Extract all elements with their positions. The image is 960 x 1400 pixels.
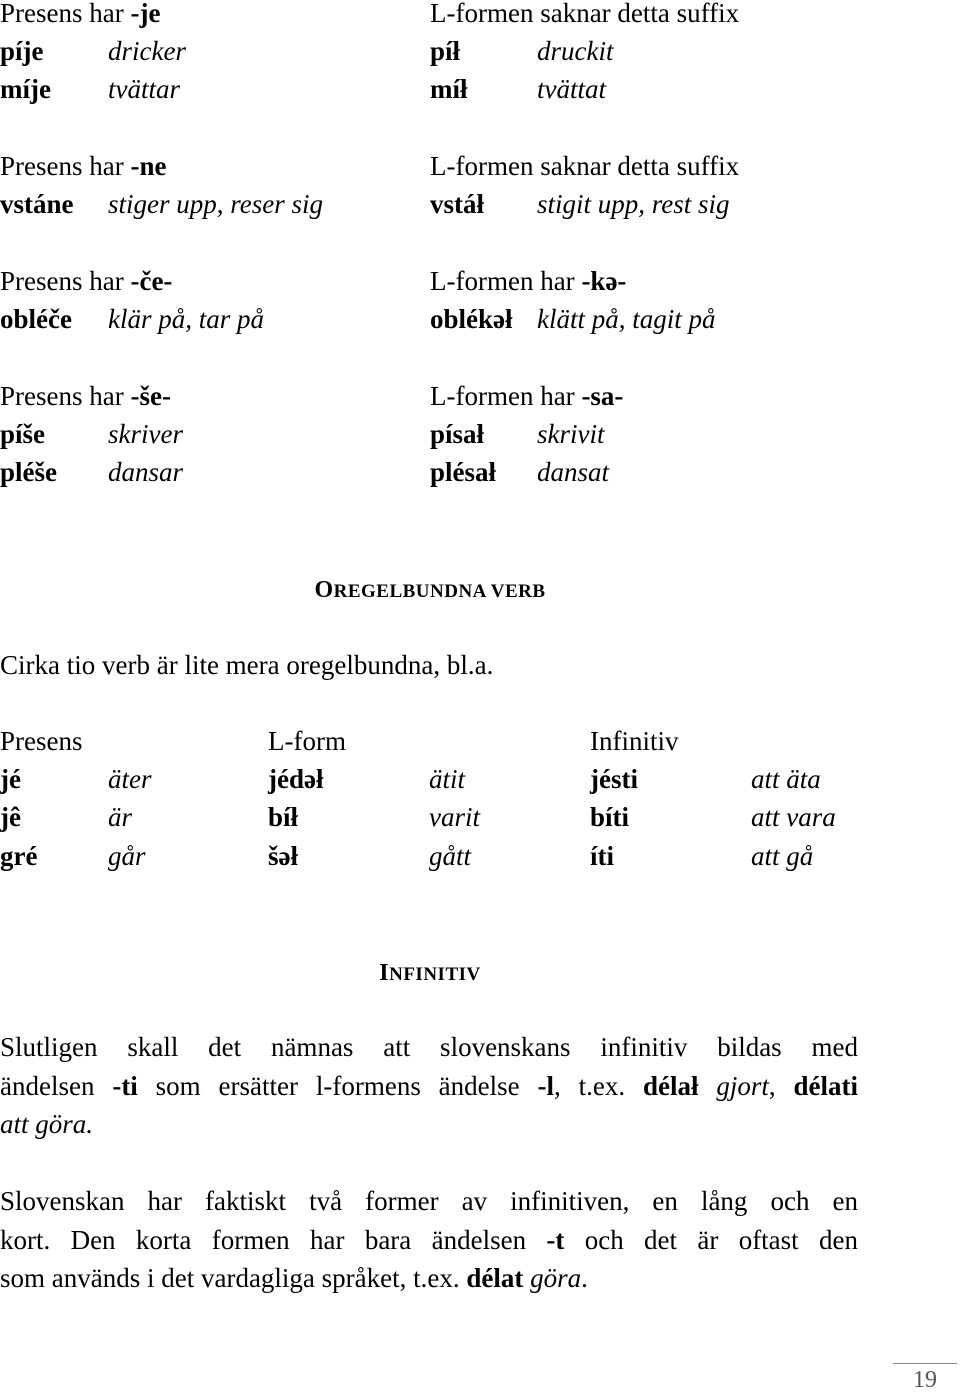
verb-translation: skrivit <box>537 419 605 449</box>
irregular-infinitiv-translation: att äta <box>751 764 821 794</box>
col-header-presens: Presens <box>0 726 83 756</box>
verb-translation: druckit <box>537 36 614 66</box>
irregular-infinitiv-translation: att vara <box>751 802 836 832</box>
irregular-infinitiv: bíti <box>590 802 630 832</box>
verb-translation: dansar <box>108 457 184 487</box>
paragraph-line: Slovenskan har faktiskt två former av infinitiven, en lång och en <box>0 1186 858 1216</box>
irregular-infinitiv: íti <box>590 841 614 871</box>
irregular-lform-translation: varit <box>429 802 480 832</box>
verb-form: míł <box>430 74 468 104</box>
verb-form: píje <box>0 36 44 66</box>
verb-translation: tvättat <box>537 74 606 104</box>
verb-translation: dansat <box>537 457 610 487</box>
paragraph-line: kort. Den korta formen har bara ändelsen -t och det är oftast den <box>0 1224 858 1255</box>
irregular-lform-translation: ätit <box>429 764 466 794</box>
irregular-intro: Cirka tio verb är lite mera oregelbundna, bl.a. <box>0 650 494 680</box>
infinitiv-paragraph-1 <box>0 1028 858 1144</box>
verb-translation: stigit upp, rest sig <box>537 189 730 219</box>
irregular-presens-translation: äter <box>108 764 152 794</box>
verb-form: píše <box>0 419 46 449</box>
paragraph-line: Slutligen skall det nämnas att slovenskans infinitiv bildas med <box>0 1032 858 1062</box>
irregular-presens-translation: går <box>108 841 146 871</box>
irregular-infinitiv-translation: att gå <box>751 841 814 871</box>
irregular-presens: gré <box>0 841 38 871</box>
verb-translation: stiger upp, reser sig <box>108 189 323 219</box>
paragraph-line: ändelsen -ti som ersätter l-formens ändelse -l, t.ex. délał gjort, délati <box>0 1070 858 1101</box>
verb-translation: skriver <box>108 419 183 449</box>
paragraph-line: att göra. <box>0 1109 94 1139</box>
irregular-presens: jê <box>0 802 21 832</box>
verb-form: píł <box>430 36 461 66</box>
presens-header-ce: Presens har -če- <box>0 266 173 296</box>
presens-header-se: Presens har -še- <box>0 381 171 411</box>
verb-form: míje <box>0 74 51 104</box>
verb-form: oblékəł <box>430 304 513 334</box>
irregular-lform: bíł <box>268 802 299 832</box>
irregular-lform-translation: gått <box>429 841 472 871</box>
verb-form: písał <box>430 419 485 449</box>
col-header-lform: L-form <box>268 726 346 756</box>
section-heading-irregular-verbs: OREGELBUNDNA VERB <box>314 577 546 603</box>
presens-header-ne: Presens har -ne <box>0 151 167 181</box>
infinitiv-paragraph-2 <box>0 1182 858 1298</box>
verb-form: vstáł <box>430 189 484 219</box>
lform-header-ke: L-formen har -kə- <box>430 266 627 296</box>
irregular-presens-translation: är <box>108 802 133 832</box>
lform-header-je: L-formen saknar detta suffix <box>430 0 740 28</box>
verb-form: pléše <box>0 457 57 487</box>
lform-header-ne: L-formen saknar detta suffix <box>430 151 740 181</box>
verb-translation: dricker <box>108 36 186 66</box>
verb-translation: tvättar <box>108 74 180 104</box>
verb-form: obléče <box>0 304 72 334</box>
verb-form: vstáne <box>0 189 74 219</box>
paragraph-line: som används i det vardagliga språket, t.ex. délat göra. <box>0 1263 588 1293</box>
verb-translation: klätt på, tagit på <box>537 304 716 334</box>
verb-form: plésał <box>430 457 497 487</box>
section-heading-infinitiv: INFINITIV <box>379 960 481 986</box>
irregular-lform: šəł <box>268 841 298 871</box>
presens-header-je: Presens har -je <box>0 0 161 28</box>
irregular-presens: jé <box>0 764 21 794</box>
page-number-rule <box>893 1363 957 1364</box>
irregular-infinitiv: jésti <box>590 764 638 794</box>
verb-translation: klär på, tar på <box>108 304 265 334</box>
lform-header-sa: L-formen har -sa- <box>430 381 624 411</box>
col-header-infinitiv: Infinitiv <box>590 726 679 756</box>
page-number: 19 <box>913 1367 937 1393</box>
irregular-lform: jédəł <box>268 764 324 794</box>
